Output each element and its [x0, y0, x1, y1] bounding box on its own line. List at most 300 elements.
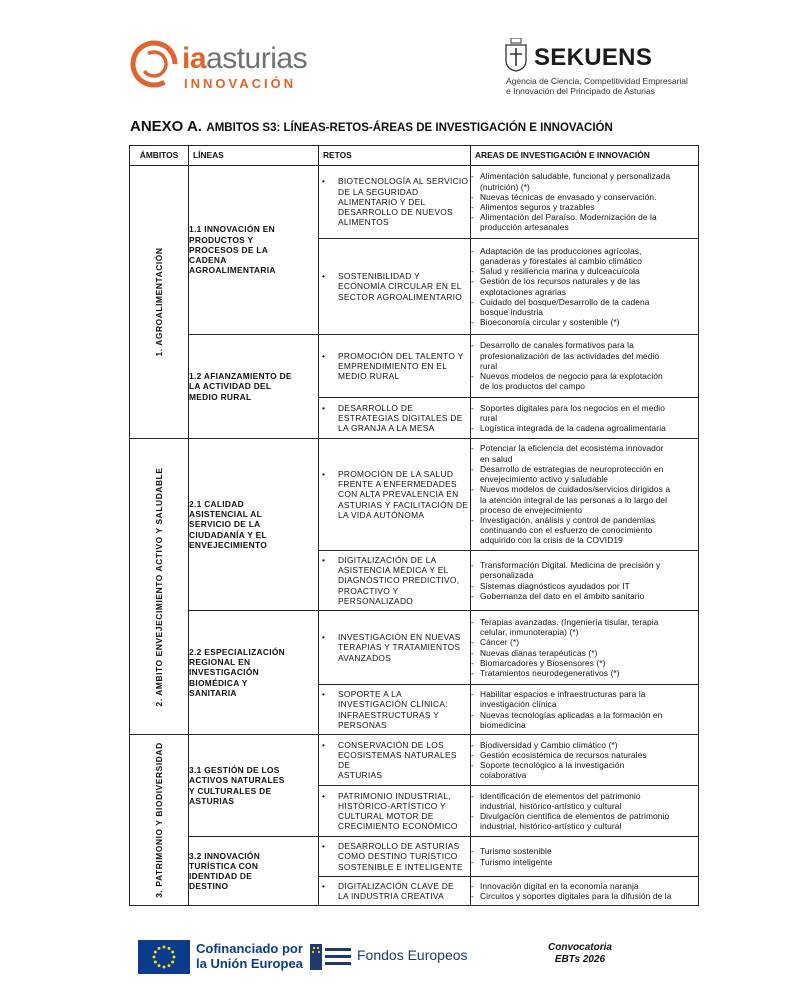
- area-line: [471, 740, 698, 750]
- ia-suffix: asturias: [206, 42, 308, 75]
- linea-number: 3.2: [189, 850, 202, 861]
- bullet-icon: [319, 281, 338, 291]
- bullet-icon: [319, 851, 338, 861]
- reto-line: [319, 479, 470, 489]
- linea-number: 2.1: [189, 498, 202, 509]
- area-line: [471, 801, 698, 811]
- reto-line: [319, 371, 470, 381]
- area-line: [471, 581, 698, 591]
- reto-cell: [319, 735, 471, 786]
- area-text: Soporte tecnológico a la investigación: [480, 760, 625, 770]
- reto-line: [319, 881, 470, 891]
- sekuens-logo: [504, 38, 704, 100]
- reto-line: [319, 271, 470, 281]
- area-line: [471, 617, 698, 627]
- reto-cell: [319, 166, 471, 239]
- area-line: [471, 171, 698, 181]
- bullet-icon: [319, 217, 338, 227]
- area-text: industrial, histórico-artístico y cultural: [480, 800, 622, 811]
- reto-text: INVESTIGACIÓN CLÍNICA:: [338, 699, 448, 710]
- reto-line: [319, 565, 470, 575]
- reto-line: [319, 710, 470, 720]
- area-text: Adaptación de las producciones agrícolas,: [480, 245, 642, 256]
- bullet-icon: [319, 862, 338, 872]
- reto-text: AVANZADOS: [338, 652, 392, 663]
- title-text: AMBITOS S3: LÍNEAS-RETOS-ÁREAS DE INVESTIGACIÓN E INNOVACIÓN: [206, 122, 613, 134]
- dash-icon: [471, 454, 480, 464]
- reto-cell: [319, 551, 471, 611]
- dash-icon: -: [471, 266, 474, 277]
- area-line: [471, 505, 698, 515]
- dash-icon: [471, 182, 480, 192]
- area-line: [471, 276, 698, 286]
- dash-icon: -: [471, 514, 474, 525]
- bullet-icon: [319, 292, 338, 302]
- bullet-icon: [319, 586, 338, 596]
- reto-text: ASTURIAS: [338, 770, 383, 781]
- eu-star-icon: [173, 956, 176, 959]
- linea-text: AFIANZAMIENTO DE: [203, 371, 292, 382]
- reto-text: ASTURIAS Y FACILITACIÓN DE: [338, 499, 469, 510]
- linea-line: [189, 224, 318, 234]
- linea-text: GESTIÓN DE LOS: [204, 765, 280, 776]
- reto-text: DE LA SEGURIDAD: [338, 186, 419, 197]
- iasturias-ring-icon: [128, 38, 180, 90]
- reto-line: [319, 351, 470, 361]
- header-lineas: LÍNEAS: [189, 146, 319, 166]
- eu-star-icon: [163, 966, 166, 969]
- dash-icon: -: [471, 296, 474, 307]
- eu-star-icon: [168, 947, 171, 950]
- bullet-icon: [319, 500, 338, 510]
- linea-line: [189, 647, 318, 657]
- reto-cell: [319, 685, 471, 735]
- area-text: Transformación Digital. Medicina de precisión y: [480, 560, 661, 571]
- reto-text: ECOSISTEMAS NATURALES DE: [338, 749, 457, 770]
- eu-star-icon: [171, 951, 174, 954]
- area-text: Identificación de elementos del patrimonio: [480, 790, 641, 801]
- ambito-cell: [130, 166, 189, 439]
- area-line: [471, 381, 698, 391]
- reto-line: [319, 510, 470, 520]
- dash-icon: [471, 307, 480, 317]
- area-line: [471, 371, 698, 381]
- linea-cell: [189, 735, 319, 837]
- reto-text: PATRIMONIO INDUSTRIAL,: [338, 790, 451, 801]
- eu-star-icon: [153, 956, 156, 959]
- eu-star-icon: [158, 964, 161, 967]
- area-text: rural: [480, 412, 498, 423]
- dash-icon: -: [471, 463, 474, 474]
- bullet-icon: [319, 361, 338, 371]
- linea-line: ENVEJECIMIENTO: [189, 539, 268, 550]
- eu-star-icon: [158, 947, 161, 950]
- reto-cell: [319, 335, 471, 398]
- page-title: [130, 118, 690, 136]
- area-line: [471, 770, 698, 780]
- dash-icon: -: [471, 790, 474, 801]
- iasturias-subtitle: INNOVACIÓN: [184, 76, 297, 91]
- eu-cofinanced-text: [196, 941, 303, 971]
- area-line: [471, 202, 698, 212]
- linea-line: ASISTENCIAL AL: [189, 509, 263, 520]
- bullet-icon: [319, 207, 338, 217]
- reto-text: ALIMENTOS: [338, 217, 389, 228]
- table-body: [130, 166, 699, 906]
- area-line: [471, 212, 698, 222]
- area-text: Investigación, análisis y control de pandemias: [480, 514, 655, 525]
- reto-text: DIGITALIZACIÓN DE LA: [338, 554, 437, 565]
- area-line: [471, 881, 698, 891]
- bullet-icon: •: [322, 880, 326, 891]
- ambito-cell: [130, 439, 189, 735]
- dash-icon: -: [471, 637, 474, 648]
- area-text: continuando con el esfuerzo de conocimiento: [480, 525, 653, 536]
- ambito-label: 1. AGROALIMENTACIÓN: [153, 247, 164, 357]
- dash-icon: [471, 535, 480, 545]
- linea-line: BIOMÉDICA Y: [189, 677, 248, 688]
- area-text: producción artesanales: [480, 222, 569, 233]
- reto-line: [319, 413, 470, 423]
- linea-line: MEDIO RURAL: [189, 391, 252, 402]
- bullet-icon: [319, 699, 338, 709]
- reto-line: [319, 891, 470, 901]
- reto-text: PERSONALIZADO: [338, 595, 414, 606]
- dash-icon: -: [471, 202, 474, 212]
- linea-cell: [189, 166, 319, 335]
- area-line: [471, 515, 698, 525]
- dash-icon: -: [471, 657, 474, 668]
- area-line: [471, 484, 698, 494]
- area-text: Desarrollo de estrategias de neuroprotección en: [480, 463, 664, 474]
- linea-number: 3.1: [189, 765, 202, 776]
- areas-cell: [471, 239, 699, 335]
- linea-number: 2.2: [189, 646, 202, 657]
- area-text: Gestión de los recursos naturales y de las: [480, 276, 641, 287]
- dash-icon: -: [471, 891, 474, 901]
- area-text: Salud y resiliencia marina y dulceacuícola: [480, 266, 640, 277]
- dash-icon: -: [471, 749, 474, 760]
- linea-line: PRODUCTOS Y: [189, 234, 254, 245]
- area-line: [471, 535, 698, 545]
- sekuens-subtitle-line: e Innovación del Principado de Asturias: [506, 86, 655, 96]
- reto-line: [319, 862, 470, 872]
- reto-cell: [319, 239, 471, 335]
- reto-text: CON ALTA PREVALENCIA EN: [338, 489, 459, 500]
- reto-line: [319, 403, 470, 413]
- reto-line: [319, 469, 470, 479]
- reto-line: [319, 851, 470, 861]
- area-text: Terapias avanzadas. (Ingeniería tisular, terapia: [480, 616, 659, 627]
- linea-line: INVESTIGACIÓN: [189, 667, 259, 678]
- area-line: [471, 699, 698, 709]
- reto-line: [319, 841, 470, 851]
- dash-icon: -: [471, 647, 474, 658]
- dash-icon: -: [471, 709, 474, 720]
- bullet-icon: [319, 891, 338, 901]
- dash-icon: -: [471, 856, 474, 867]
- bullet-icon: •: [322, 176, 326, 187]
- area-text: biomedicina: [480, 719, 526, 730]
- reto-line: [319, 811, 470, 821]
- linea-cell: [189, 439, 319, 611]
- reto-text: DIAGNÓSTICO PREDICTIVO,: [338, 575, 460, 586]
- area-text: Biomarcadores y Biosensores (*): [480, 657, 606, 668]
- dash-icon: [471, 351, 480, 361]
- reto-text: LA VIDA AUTÓNOMA: [338, 509, 425, 520]
- bullet-icon: •: [322, 402, 326, 413]
- convocatoria-label: [520, 942, 640, 966]
- area-text: Gestión ecosistémica de recursos naturales: [480, 749, 647, 760]
- area-line: [471, 627, 698, 637]
- reto-line: [319, 642, 470, 652]
- area-text: Nuevas técnicas de envasado y conservación.: [480, 191, 657, 202]
- dash-icon: [471, 770, 480, 780]
- reto-line: [319, 500, 470, 510]
- area-text: personalizada: [480, 570, 534, 581]
- reto-line: [319, 699, 470, 709]
- reto-text: INVESTIGACIÓN EN NUEVAS: [338, 632, 461, 643]
- sekuens-wordmark: SEKUENS: [534, 44, 653, 71]
- linea-line: CADENA: [189, 255, 227, 266]
- bullet-icon: [319, 811, 338, 821]
- area-line: [471, 222, 698, 232]
- reto-text: DIGITALIZACIÓN CLAVE DE: [338, 880, 454, 891]
- area-line: [471, 570, 698, 580]
- dash-icon: -: [471, 402, 474, 413]
- area-line: [471, 403, 698, 413]
- area-line: [471, 811, 698, 821]
- bullet-icon: [319, 187, 338, 197]
- bullet-icon: [319, 642, 338, 652]
- areas-cell: [471, 335, 699, 398]
- reto-line: [319, 575, 470, 585]
- area-line: [471, 454, 698, 464]
- bullet-icon: •: [322, 739, 326, 750]
- convocatoria-line: EBTs 2026: [554, 954, 606, 965]
- area-line: [471, 340, 698, 350]
- reto-line: [319, 555, 470, 565]
- bullet-icon: [319, 197, 338, 207]
- reto-line: [319, 197, 470, 207]
- reto-cell: [319, 398, 471, 439]
- area-line: [471, 495, 698, 505]
- bullet-icon: [319, 510, 338, 520]
- dash-icon: -: [471, 739, 474, 750]
- reto-cell: [319, 611, 471, 685]
- area-text: Nuevas dianas terapéuticas (*): [480, 647, 598, 658]
- ia-prefix: ia: [182, 42, 207, 75]
- dash-icon: [471, 505, 480, 515]
- table-header-row: [130, 146, 699, 166]
- eu-star-icon: [163, 946, 166, 949]
- reto-line: [319, 292, 470, 302]
- area-text: adquirido con la crisis de la COVID19: [480, 535, 623, 546]
- linea-cell: [189, 335, 319, 439]
- dash-icon: [471, 413, 480, 423]
- fondos-europeos-text: Fondos Europeos: [357, 947, 468, 963]
- area-line: [471, 750, 698, 760]
- area-text: (nutrición) (*): [480, 181, 530, 192]
- reto-line: [319, 281, 470, 291]
- linea-text: INNOVACIÓN EN: [204, 224, 275, 235]
- reto-text: DESARROLLO DE ASTURIAS: [338, 841, 460, 852]
- fondos-europeos-icon: [310, 942, 352, 972]
- eu-star-icon: [154, 961, 157, 964]
- header-areas: AREAS DE INVESTIGACIÓN E INNOVACIÓN: [471, 146, 699, 166]
- reto-text: DESARROLLO DE: [338, 402, 414, 413]
- reto-text: SOSTENIBILIDAD Y: [338, 271, 420, 282]
- linea-text: CALIDAD: [204, 498, 244, 509]
- reto-text: SOPORTE A LA: [338, 689, 402, 700]
- areas-cell: [471, 685, 699, 735]
- area-line: [471, 317, 698, 327]
- reto-line: [319, 720, 470, 730]
- area-line: [471, 720, 698, 730]
- dash-icon: [471, 287, 480, 297]
- eu-text-line: la Unión Europea: [196, 956, 303, 971]
- dash-icon: -: [471, 212, 474, 223]
- dash-icon: -: [471, 484, 474, 495]
- area-line: [471, 637, 698, 647]
- reto-line: [319, 596, 470, 606]
- area-line: [471, 560, 698, 570]
- bullet-icon: [319, 770, 338, 780]
- reto-line: [319, 791, 470, 801]
- areas-cell: [471, 398, 699, 439]
- area-text: envejecimiento activo y saludable: [480, 474, 609, 485]
- areas-cell: [471, 439, 699, 551]
- dash-icon: [471, 495, 480, 505]
- linea-line: Y CULTURALES DE: [189, 785, 272, 796]
- bullet-icon: [319, 653, 338, 663]
- linea-line: ASTURIAS: [189, 795, 235, 806]
- bullet-icon: [319, 710, 338, 720]
- dash-icon: -: [471, 880, 474, 891]
- areas-cell: [471, 837, 699, 877]
- linea-line: CIUDADANÍA Y EL: [189, 529, 267, 540]
- sekuens-subtitle-line: Agencia de Ciencia, Competitividad Empresarial: [506, 76, 688, 86]
- reto-text: EMPRENDIMIENTO EN EL: [338, 360, 448, 371]
- area-line: [471, 525, 698, 535]
- area-line: [471, 266, 698, 276]
- area-text: Soportes digitales para los negocios en el medio: [480, 402, 665, 413]
- area-text: Gobernanza del dato en el ámbito sanitario: [480, 590, 645, 601]
- convocatoria-line: Convocatoria: [548, 942, 612, 953]
- area-line: [471, 857, 698, 867]
- area-text: la atención integral de las personas a lo largo del: [480, 494, 668, 505]
- linea-line: TURÍSTICA CON: [189, 860, 259, 871]
- bullet-icon: [319, 750, 338, 770]
- reto-line: [319, 207, 470, 217]
- reto-line: [319, 423, 470, 433]
- area-line: [471, 413, 698, 423]
- reto-line: [319, 632, 470, 642]
- reto-text: DESARROLLO DE NUEVOS: [338, 207, 453, 218]
- table-row: [130, 439, 699, 551]
- reto-line: [319, 217, 470, 227]
- area-text: Divulgación científica de elementos de patrimonio: [480, 811, 670, 821]
- reto-text: SECTOR AGROALIMENTARIO: [338, 291, 463, 302]
- reto-line: [319, 750, 470, 770]
- area-line: [471, 297, 698, 307]
- iasturias-logo: [128, 38, 318, 94]
- table-row: [130, 611, 699, 685]
- reto-line: [319, 821, 470, 831]
- reto-line: [319, 586, 470, 596]
- area-text: Tratamientos neurodegenerativos (*): [480, 667, 620, 678]
- area-line: [471, 307, 698, 317]
- ambito-label: 3. PATRIMONIO Y BIODIVERSIDAD: [153, 742, 164, 898]
- dash-icon: [471, 821, 480, 831]
- area-text: de los productos del campo: [480, 381, 586, 392]
- bullet-icon: •: [322, 271, 326, 282]
- reto-text: LA INDUSTRIA CREATIVA: [338, 891, 445, 901]
- bullet-icon: •: [322, 554, 326, 565]
- eu-flag-icon: [138, 940, 190, 974]
- linea-text: ESPECIALIZACIÓN: [204, 646, 285, 657]
- reto-line: [319, 740, 470, 750]
- dash-icon: -: [471, 560, 474, 571]
- linea-line: ACTIVOS NATURALES: [189, 775, 285, 786]
- reto-text: ALIMENTARIO Y DEL: [338, 196, 426, 207]
- area-text: Biodiversidad y Cambio climático (*): [480, 739, 618, 750]
- eu-star-icon: [168, 964, 171, 967]
- linea-line: AGROALIMENTARIA: [189, 265, 276, 276]
- bullet-icon: •: [322, 689, 326, 700]
- table-row: [130, 166, 699, 239]
- area-text: proceso de envejecimiento: [480, 504, 583, 515]
- bullet-icon: •: [322, 468, 326, 479]
- linea-cell: [189, 837, 319, 906]
- iasturias-wordmark: [182, 42, 307, 76]
- area-line: [471, 658, 698, 668]
- area-text: Alimentación saludable, funcional y personalizada: [480, 171, 671, 182]
- reto-text: TERAPIAS Y TRATAMIENTOS: [338, 642, 461, 653]
- bullet-icon: [319, 801, 338, 811]
- reto-line: [319, 176, 470, 186]
- reto-text: CRECIMIENTO ECONÓMICO: [338, 821, 458, 832]
- dash-icon: [471, 222, 480, 232]
- area-text: Turismo inteligente: [480, 856, 553, 867]
- area-line: [471, 668, 698, 678]
- reto-line: [319, 361, 470, 371]
- area-text: ganaderas y forestales al cambio climático: [480, 255, 643, 266]
- dash-icon: [471, 525, 480, 535]
- dash-icon: [471, 381, 480, 391]
- areas-cell: [471, 166, 699, 239]
- dash-icon: -: [471, 276, 474, 287]
- reto-line: [319, 689, 470, 699]
- area-line: [471, 464, 698, 474]
- header-retos: RETOS: [319, 146, 471, 166]
- dash-icon: [471, 256, 480, 266]
- linea-line: REGIONAL EN: [189, 657, 251, 668]
- area-line: [471, 821, 698, 831]
- dash-icon: -: [471, 317, 474, 328]
- reto-line: [319, 489, 470, 499]
- sekuens-subtitle: [506, 76, 716, 96]
- reto-text: FRENTE A ENFERMEDADES: [338, 479, 457, 490]
- reto-line: [319, 770, 470, 780]
- area-line: [471, 891, 698, 901]
- area-text: Cuidado del bosque/Desarrollo de la cadena: [480, 296, 650, 307]
- area-text: Nuevos modelos de cuidados/servicios dirigidos a: [480, 484, 671, 495]
- area-text: Potenciar la eficiencia del ecosistema innovador: [480, 443, 664, 454]
- area-text: Cáncer (*): [480, 637, 520, 648]
- reto-text: HISTÓRICO-ARTÍSTICO Y: [338, 800, 446, 811]
- bullet-icon: •: [322, 632, 326, 643]
